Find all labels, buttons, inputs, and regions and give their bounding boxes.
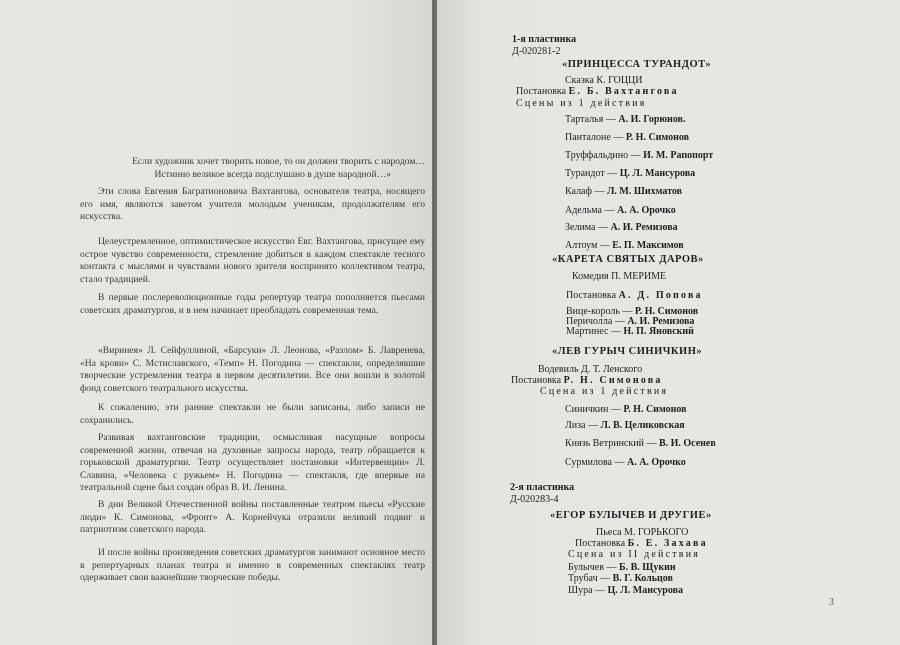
cast-row: Трубач — В. Г. Кольцов	[568, 573, 673, 584]
director-line-kareta: Постановка А. Д. Попова	[566, 290, 703, 301]
paragraph-5: К сожалению, эти ранние спектакли не были записаны, либо записи не сохранились.	[80, 402, 425, 426]
paragraph-7: В дни Великой Отечественной войны поставленные театром пьесы «Русские люди» К. Симонова, «Фронт» А. Корнейчука отразили великий подвиг и патриотизм советского народа.	[80, 499, 425, 535]
paragraph-3: В первые послереволюционные годы репертуар театра пополняется пьесами советских драматургов, и в нем начинает преобладать современная тема.	[80, 292, 425, 316]
paragraph-4: «Виринея» Л. Сейфуллиной, «Барсуки» Л. Леонова, «Разлом» Б. Лавренева, «На крови» С. Мстиславского, «Темп» Н. Погодина — спектакли, определявшие творческие устремления театра в первом десятилетии. Все они вошли в золотой фонд советского театрального искусства.	[80, 345, 425, 394]
cast-row: Адельма — А. А. Орочко	[565, 205, 676, 216]
scenes-sinichkin: Сцена из 1 действия	[540, 386, 669, 397]
record-1-label: 1-я пластинка	[512, 34, 577, 45]
cast-row: Синичкин — Р. Н. Симонов	[565, 404, 687, 415]
epigraph: Если художник хочет творить новое, то он должен творить с народом… Истинно великое всегда подслушано в душе народной…»	[132, 156, 425, 180]
cast-row: Алтоум — Е. П. Максимов	[565, 240, 684, 251]
director-line-turandot: Постановка Е. Б. Вахтангова	[516, 86, 679, 97]
cast-row: Зелима — А. И. Ремизова	[565, 222, 678, 233]
page-number: 3	[829, 597, 834, 608]
cast-row: Князь Ветринский — В. И. Осенев	[565, 438, 716, 449]
paragraph-6: Развивая вахтанговские традиции, осмысливая насущные вопросы современной жизни, отвечая на духовные запросы народа, театр обращается к горьковской драматургии. Театр осуществляет постановки «Интервенции» Л. Славина, «Человека с ружьем» Н. Погодина — спектакля, где впервые на театральной сцене был создан образ В. И. Ленина.	[80, 432, 425, 493]
author-line-turandot: Сказка К. ГОЦЦИ	[565, 75, 643, 86]
author-line-bulychev: Пьеса М. ГОРЬКОГО	[596, 527, 689, 538]
cast-row: Турандот — Ц. Л. Мансурова	[565, 168, 696, 179]
paragraph-2: Целеустремленное, оптимистическое искусство Евг. Вахтангова, присущее ему острое чувство современности, стремление добиться в каждом спектакле тесного контакта с мыслями и чувствами нового зрителя воспринято коллективом театра, стало традицией.	[80, 236, 425, 285]
cast-row: Перичолла — А. И. Ремизова	[566, 316, 695, 327]
cast-row: Мартинес — Н. П. Яновский	[566, 326, 694, 337]
play-title-turandot: «ПРИНЦЕССА ТУРАНДОТ»	[562, 59, 712, 70]
cast-row: Лиза — Л. В. Целиковская	[565, 420, 685, 431]
cast-row: Труффальдино — И. М. Рапопорт	[565, 150, 714, 161]
director-line-bulychev: Постановка Б. Е. Захава	[575, 538, 708, 549]
play-title-bulychev: «ЕГОР БУЛЫЧЕВ И ДРУГИЕ»	[550, 510, 712, 521]
record-1-catalog: Д-020281-2	[512, 46, 561, 57]
author-line-sinichkin: Водевиль Д. Т. Ленского	[538, 364, 643, 375]
left-page	[0, 0, 436, 645]
cast-row: Шура — Ц. Л. Мансурова	[568, 585, 683, 596]
cast-row: Сурмилова — А. А. Орочко	[565, 457, 686, 468]
scenes-bulychev: Сцена из II действия	[568, 549, 701, 560]
record-2-catalog: Д-020283-4	[510, 494, 559, 505]
cast-row: Калаф — Л. М. Шихматов	[565, 186, 683, 197]
cast-row: Панталоне — Р. Н. Симонов	[565, 132, 690, 143]
cast-row: Вице-король — Р. Н. Симонов	[566, 306, 699, 317]
play-title-kareta: «КАРЕТА СВЯТЫХ ДАРОВ»	[552, 254, 704, 265]
director-line-sinichkin: Постановка Р. Н. Симонова	[511, 375, 663, 386]
play-title-sinichkin: «ЛЕВ ГУРЫЧ СИНИЧКИН»	[552, 346, 703, 357]
author-line-kareta: Комедия П. МЕРИМЕ	[572, 271, 667, 282]
paragraph-8: И после войны произведения советских драматургов занимают основное место в репертуарных планах театра и именно в современных спектаклях театр одерживает свои важнейшие творческие победы.	[80, 547, 425, 583]
paragraph-1: Эти слова Евгения Багратионовича Вахтангова, основателя театра, носящего его имя, являются заветом учителя молодым ученикам, продолжателям его искусства.	[80, 186, 425, 222]
scenes-turandot: Сцены из 1 действия	[516, 98, 647, 109]
cast-row: Булычев — Б. В. Щукин	[568, 562, 676, 573]
cast-row: Тарталья — А. И. Горюнов.	[565, 114, 686, 125]
record-2-label: 2-я пластинка	[510, 482, 575, 493]
